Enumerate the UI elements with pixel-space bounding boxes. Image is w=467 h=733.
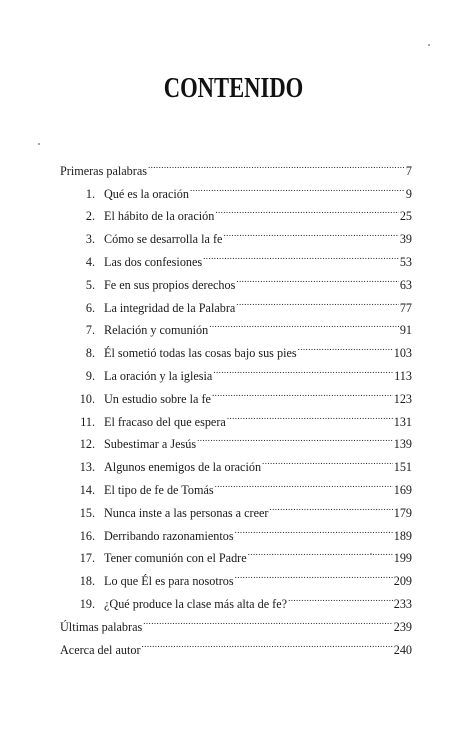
toc-entry-label: Primeras palabras xyxy=(60,163,147,178)
paper-speck xyxy=(370,553,372,555)
toc-entry-number: 18. xyxy=(79,574,95,589)
toc-leader-dots xyxy=(236,289,399,312)
toc-entry-number: 9. xyxy=(85,368,95,383)
toc-leader-dots xyxy=(235,562,393,585)
toc-leader-dots xyxy=(143,608,392,631)
toc-leader-dots xyxy=(197,426,393,449)
toc-entry-label: Subestimar a Jesús xyxy=(104,437,197,452)
toc-leader-dots xyxy=(142,631,393,654)
toc-entry-page: 169 xyxy=(393,482,412,497)
toc-entry-page: 103 xyxy=(393,346,412,361)
toc-leader-dots xyxy=(215,471,393,494)
toc-entry-page: 9 xyxy=(405,186,412,201)
toc-entry-page: 233 xyxy=(393,596,412,611)
toc-entry-page: 123 xyxy=(393,391,412,406)
toc-entry-label: Relación y comunión xyxy=(104,323,209,338)
toc-leader-dots xyxy=(236,266,398,289)
toc-entry-page: 53 xyxy=(399,254,412,269)
toc-leader-dots xyxy=(288,585,393,608)
toc-entry-number: 14. xyxy=(79,482,95,497)
toc-entry-page: 189 xyxy=(393,528,412,543)
toc-leader-dots xyxy=(227,403,393,426)
toc-entry-number: 8. xyxy=(85,346,95,361)
toc-entry-page: 239 xyxy=(393,619,412,634)
toc-entry-number: 7. xyxy=(85,323,95,338)
toc-leader-dots xyxy=(269,494,392,517)
toc-entry-label: Un estudio sobre la fe xyxy=(104,391,211,406)
toc-entry-front xyxy=(60,152,412,178)
toc-entry-number: 15. xyxy=(79,505,95,520)
toc-entry-label: ¿Qué produce la clase más alta de fe? xyxy=(104,596,288,611)
toc-entry-label: Fe en sus propios derechos xyxy=(104,277,236,292)
toc-entry-number: 11. xyxy=(80,414,95,429)
toc-entry-page: 199 xyxy=(393,551,412,566)
toc-entry-page: 39 xyxy=(399,232,412,247)
toc-entry-number: 3. xyxy=(85,232,95,247)
toc-entry-page: 179 xyxy=(393,505,412,520)
paper-speck xyxy=(38,143,40,145)
toc-entry-label: Últimas palabras xyxy=(60,619,143,634)
page-title: CONTENIDO xyxy=(163,72,304,104)
toc-entry-page: 209 xyxy=(393,574,412,589)
paper-speck xyxy=(428,44,430,46)
toc-entry-number: 4. xyxy=(85,254,95,269)
toc-entry-page: 25 xyxy=(399,209,412,224)
toc-entry-label: El hábito de la oración xyxy=(104,209,215,224)
toc-leader-dots xyxy=(190,175,405,198)
toc-entry-page: 139 xyxy=(393,437,412,452)
toc-entry-page: 63 xyxy=(399,277,412,292)
toc-entry-label: El fracaso del que espera xyxy=(104,414,226,429)
table-of-contents xyxy=(60,152,412,657)
toc-entry-label: Derribando razonamientos xyxy=(104,528,234,543)
toc-entry-label: La integridad de la Palabra xyxy=(104,300,236,315)
toc-entry-number: 5. xyxy=(85,277,95,292)
toc-entry-number: 6. xyxy=(85,300,95,315)
toc-entry-page: 240 xyxy=(393,642,412,657)
toc-entry-page: 7 xyxy=(405,163,412,178)
toc-leader-dots xyxy=(248,540,393,563)
toc-entry-number: 2. xyxy=(85,209,95,224)
toc-entry-number: 17. xyxy=(79,551,95,566)
toc-leader-dots xyxy=(209,312,399,335)
toc-entry-label: Tener comunión con el Padre xyxy=(104,551,247,566)
toc-entry-number: 19. xyxy=(79,596,95,611)
toc-entry-number: 1. xyxy=(85,186,95,201)
toc-leader-dots xyxy=(262,448,393,471)
toc-entry-number: 16. xyxy=(79,528,95,543)
toc-entry-page: 113 xyxy=(394,368,412,383)
toc-leader-dots xyxy=(212,380,393,403)
toc-entry-number: 10. xyxy=(79,391,95,406)
toc-leader-dots xyxy=(235,517,393,540)
toc-entry-label: Nunca inste a las personas a creer xyxy=(104,505,269,520)
toc-entry-label: Él sometió todas las cosas bajo sus pies xyxy=(104,346,297,361)
toc-leader-dots xyxy=(203,243,399,266)
toc-entry-page: 91 xyxy=(399,323,412,338)
toc-entry-label: Cómo se desarrolla la fe xyxy=(104,232,223,247)
toc-entry-page: 131 xyxy=(393,414,412,429)
toc-entry-label: Qué es la oración xyxy=(104,186,189,201)
toc-entry-label: Las dos confesiones xyxy=(104,254,203,269)
toc-entry-label: La oración y la iglesia xyxy=(104,368,213,383)
toc-leader-dots xyxy=(298,334,393,357)
toc-entry-label: Acerca del autor xyxy=(60,642,141,657)
toc-entry-number: 12. xyxy=(79,437,95,452)
toc-entry-label: Lo que Él es para nosotros xyxy=(104,574,234,589)
toc-leader-dots xyxy=(213,357,393,380)
toc-leader-dots xyxy=(215,198,398,221)
toc-entry-page: 77 xyxy=(399,300,412,315)
toc-entry-number: 13. xyxy=(79,460,95,475)
toc-leader-dots xyxy=(148,152,405,175)
toc-leader-dots xyxy=(223,220,398,243)
toc-entry-label: El tipo de fe de Tomás xyxy=(104,482,214,497)
toc-entry-page: 151 xyxy=(393,460,412,475)
toc-entry-label: Algunos enemigos de la oración xyxy=(104,460,262,475)
